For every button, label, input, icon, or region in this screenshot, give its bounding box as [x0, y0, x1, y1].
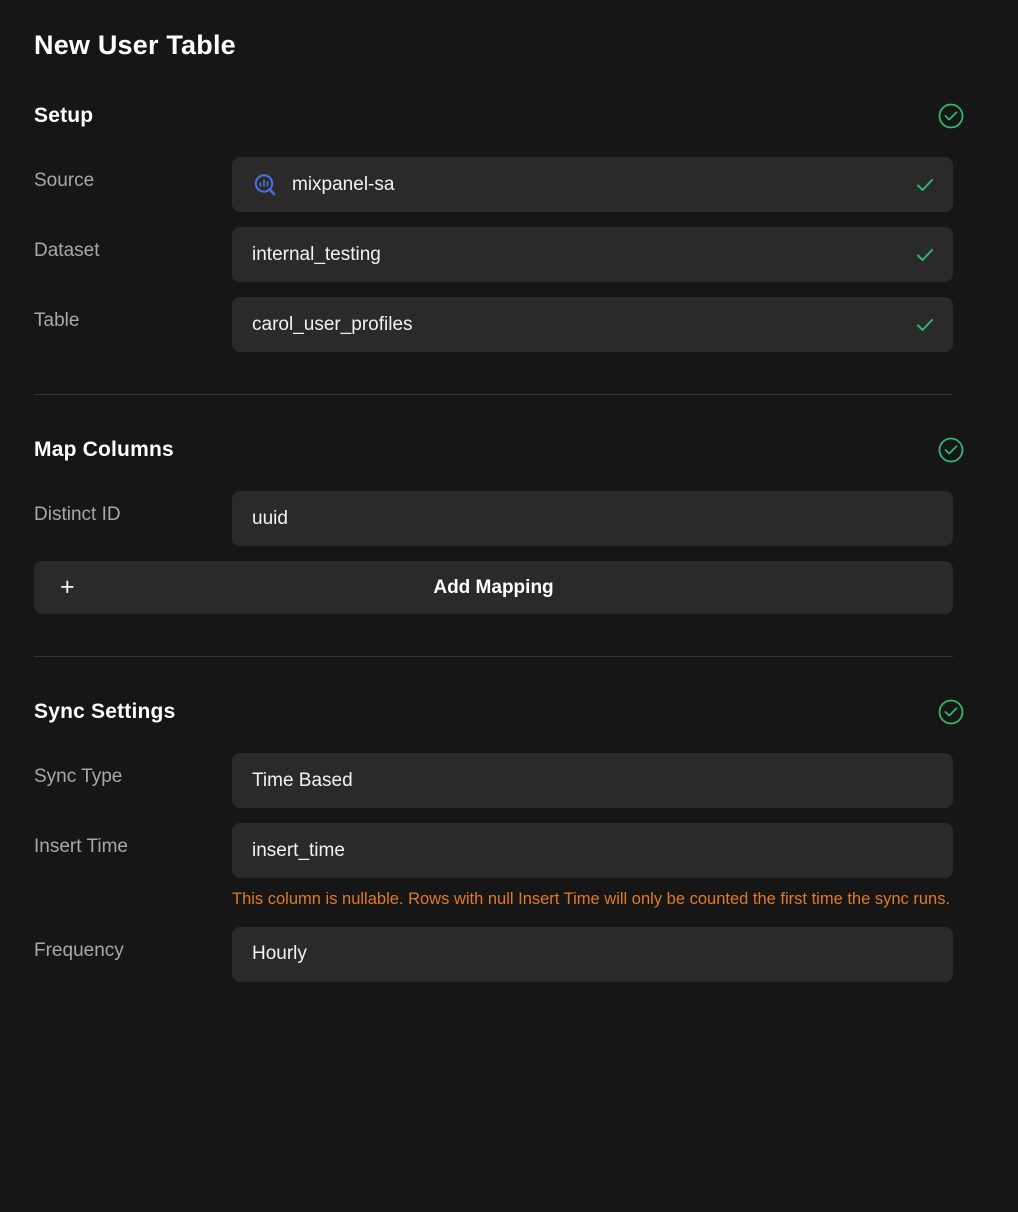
sync-type-select[interactable] [232, 753, 953, 808]
plus-icon: + [60, 573, 75, 601]
form-row-table [32, 297, 986, 352]
field-value: insert_time [252, 839, 345, 861]
field-value: carol_user_profiles [252, 313, 413, 335]
field-label: Dataset [34, 240, 100, 261]
form-row-sync-type [32, 753, 986, 808]
section-header-sync-settings [32, 699, 986, 725]
field-label: Table [34, 310, 80, 331]
frequency-select[interactable] [232, 927, 953, 982]
field-label: Source [34, 170, 95, 191]
divider [34, 394, 953, 395]
page-title: New User Table [34, 30, 236, 60]
section-header-setup [32, 103, 986, 129]
form-row-source [32, 157, 986, 212]
form-row-frequency [32, 927, 986, 982]
field-value: Time Based [252, 769, 353, 791]
divider [34, 656, 953, 657]
check-icon [915, 245, 935, 265]
section-sync-settings [32, 699, 986, 982]
section-map-columns [32, 437, 986, 614]
field-label: Insert Time [34, 836, 128, 857]
check-circle-icon [938, 437, 964, 463]
field-value: internal_testing [252, 243, 381, 265]
field-label: Distinct ID [34, 504, 121, 525]
distinct-id-select[interactable] [232, 491, 953, 546]
form-row-dataset [32, 227, 986, 282]
field-label: Sync Type [34, 766, 123, 787]
add-mapping-label: Add Mapping [433, 576, 554, 598]
section-title: Setup [34, 104, 94, 127]
add-mapping-button[interactable] [34, 561, 953, 614]
mixpanel-logo-icon [252, 172, 278, 198]
section-title: Map Columns [34, 438, 174, 461]
check-icon [915, 175, 935, 195]
form-row-insert-time [32, 823, 986, 912]
form-row-distinct-id [32, 491, 986, 546]
dataset-select[interactable] [232, 227, 953, 282]
insert-time-group [232, 823, 986, 912]
check-circle-icon [938, 699, 964, 725]
source-select[interactable] [232, 157, 953, 212]
field-value: Hourly [252, 943, 307, 965]
table-select[interactable] [232, 297, 953, 352]
insert-time-select[interactable] [232, 823, 953, 878]
check-circle-icon [938, 103, 964, 129]
field-value: uuid [252, 507, 288, 529]
section-title: Sync Settings [34, 700, 176, 723]
insert-time-warning: This column is nullable. Rows with null Insert Time will only be counted the first time the sync runs. [232, 890, 951, 908]
field-value: mixpanel-sa [292, 173, 395, 195]
field-label: Frequency [34, 939, 124, 961]
section-setup [32, 103, 986, 352]
section-header-map-columns [32, 437, 986, 463]
check-icon [915, 315, 935, 335]
